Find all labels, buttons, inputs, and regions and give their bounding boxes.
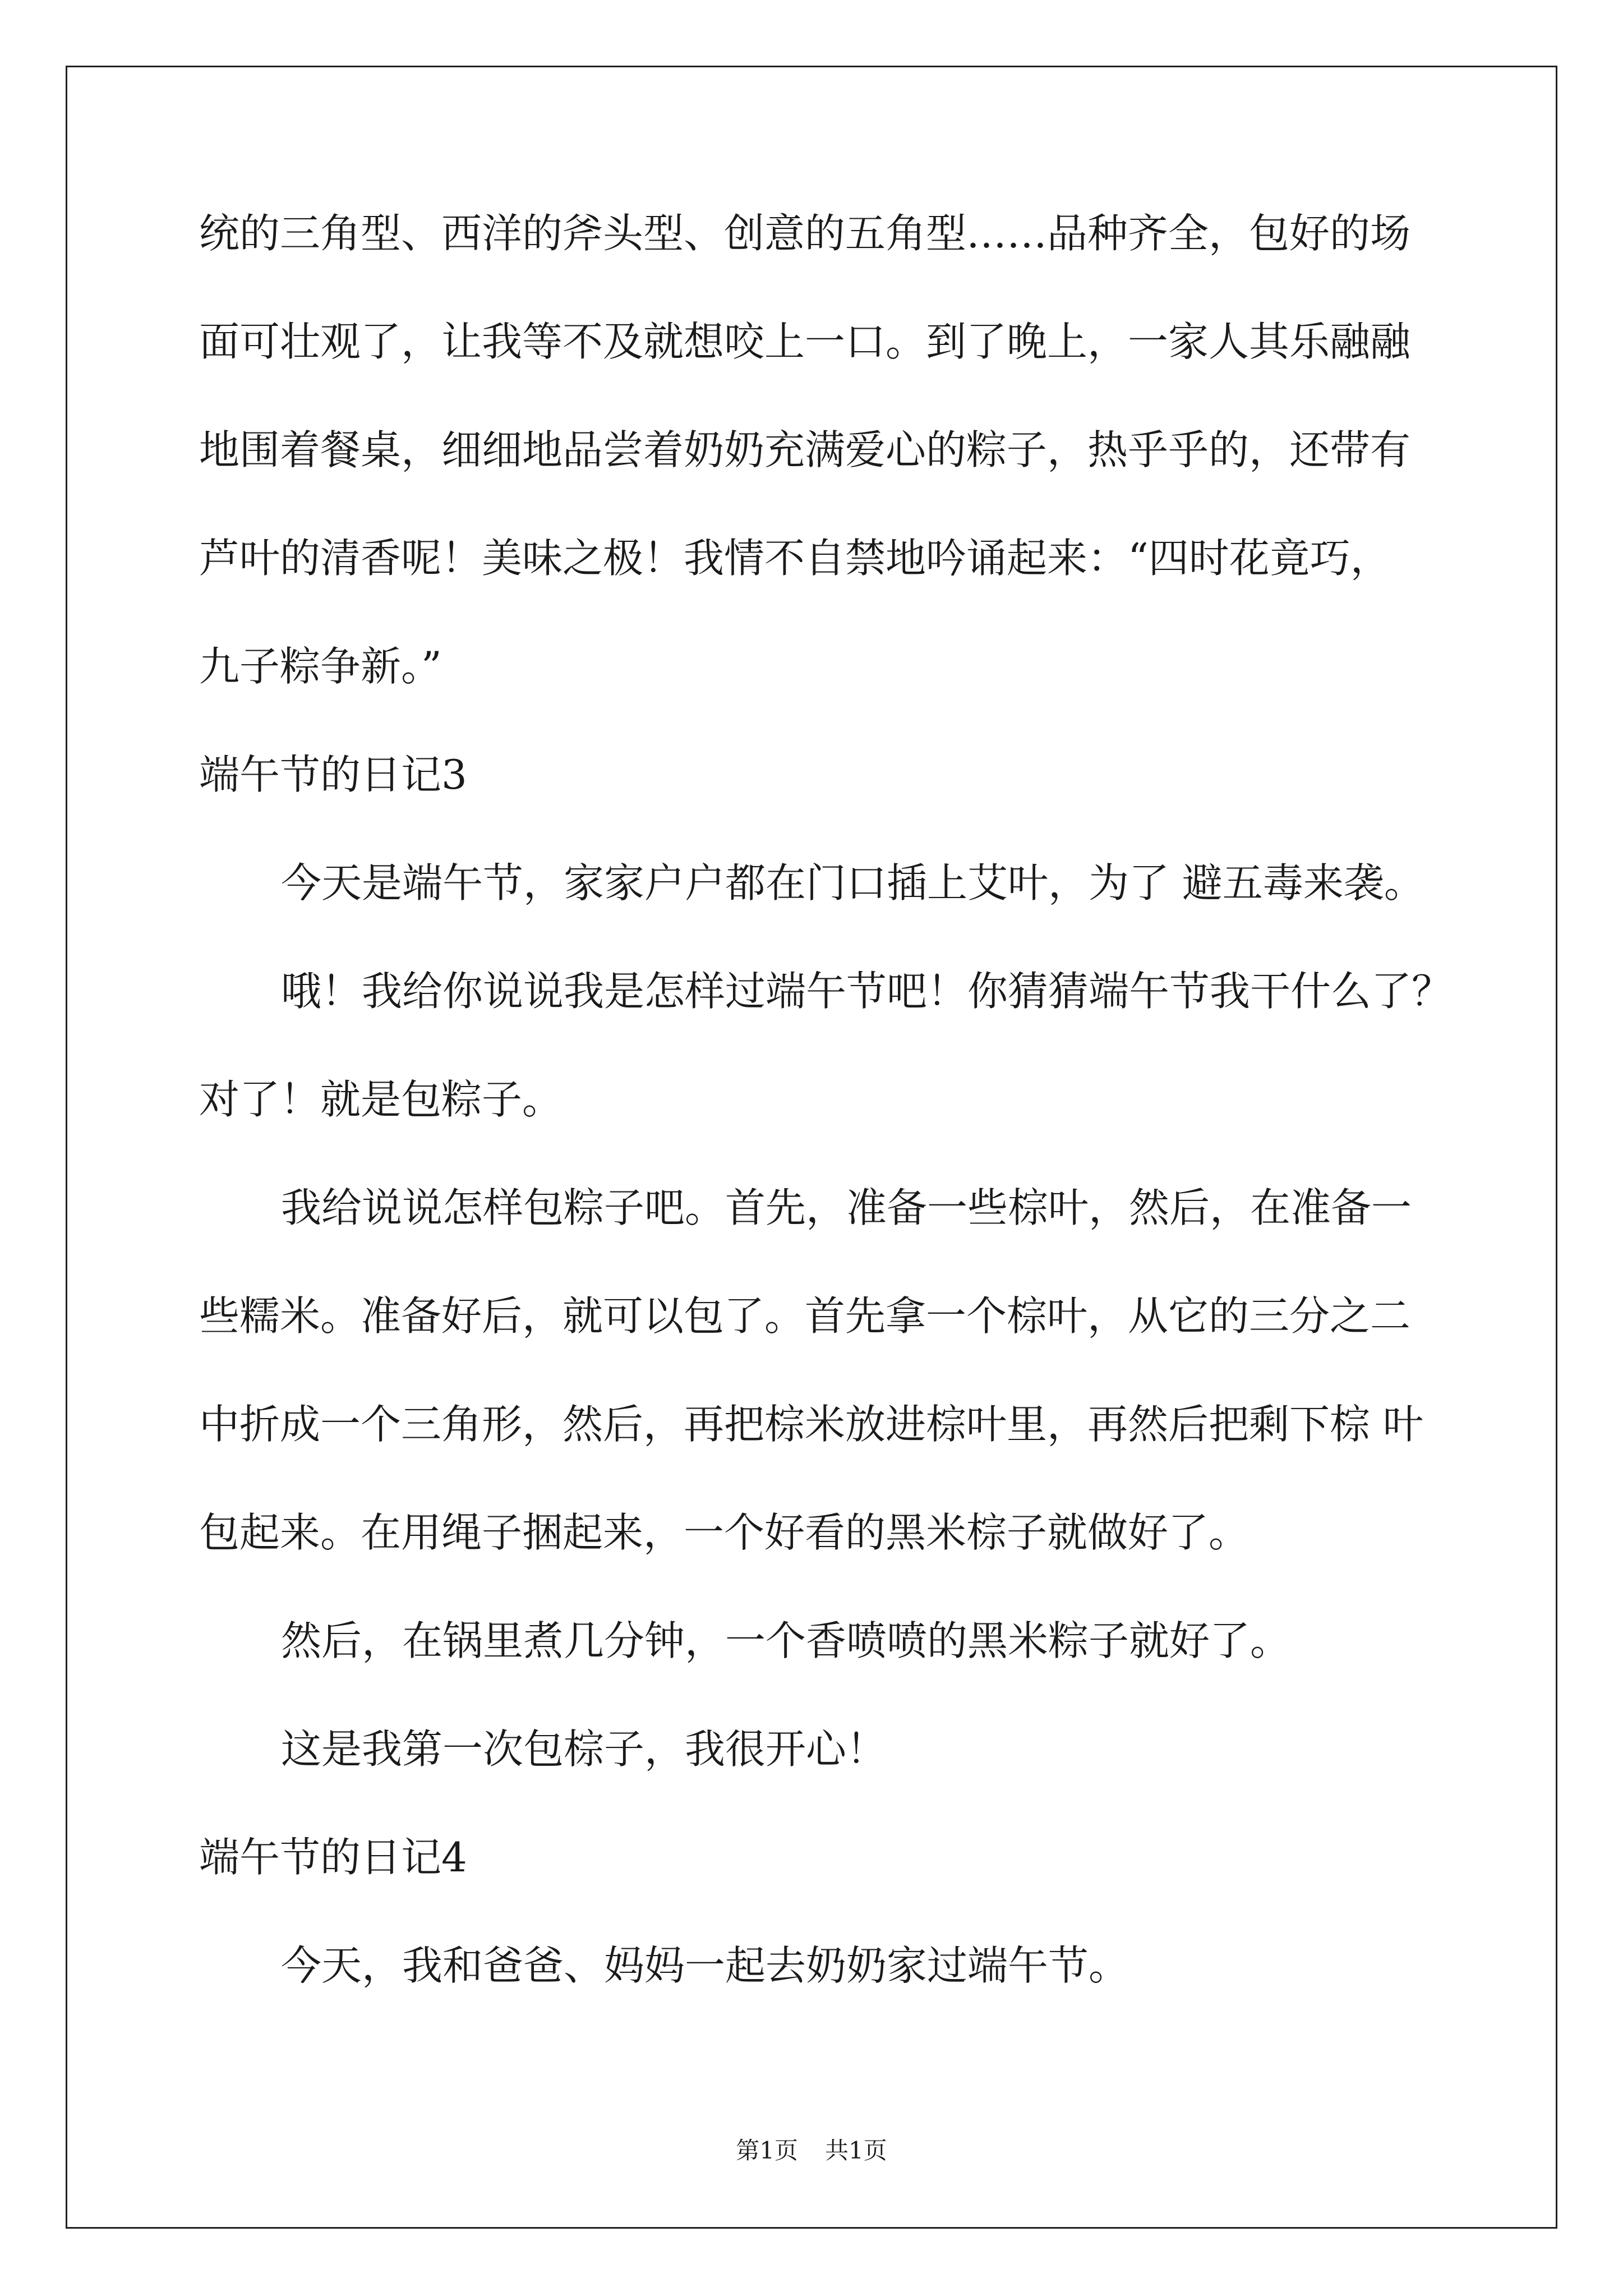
page-number-total: 共1页 <box>825 2137 887 2164</box>
paragraph-line: 哦！我给你说说我是怎样过端午节吧！你猜猜端午节我干什么了？ <box>281 968 1453 1015</box>
paragraph-line: 今天，我和爸爸、妈妈一起去奶奶家过端午节。 <box>281 1942 1129 1989</box>
paragraph-line: 芦叶的清香呢！美味之极！我情不自禁地吟诵起来：“四时花竟巧， <box>199 535 1391 582</box>
section-heading: 端午节的日记4 <box>199 1834 467 1881</box>
paragraph-line: 面可壮观了，让我等不及就想咬上一口。到了晚上，一家人其乐融融 <box>199 318 1411 365</box>
paragraph-line: 地围着餐桌，细细地品尝着奶奶充满爱心的粽子，热乎乎的，还带有 <box>199 426 1411 473</box>
page-footer <box>0 2135 1623 2166</box>
paragraph-line: 我给说说怎样包粽子吧。首先，准备一些棕叶，然后，在准备一 <box>281 1184 1412 1231</box>
section-heading: 端午节的日记3 <box>199 751 467 798</box>
page-border <box>66 66 1557 2229</box>
paragraph-line: 中折成一个三角形，然后，再把棕米放进棕叶里，再然后把剩下棕 叶 <box>199 1401 1423 1448</box>
paragraph-line: 九子粽争新。” <box>199 643 442 690</box>
paragraph-line: 对了！就是包粽子。 <box>199 1076 563 1123</box>
page-number-current: 第1页 <box>736 2137 798 2164</box>
paragraph-line: 今天是端午节，家家户户都在门口插上艾叶，为了 避五毒来袭。 <box>281 859 1424 907</box>
paragraph-line: 统的三角型、西洋的斧头型、创意的五角型……品种齐全，包好的场 <box>199 210 1411 257</box>
paragraph-line: 些糯米。准备好后，就可以包了。首先拿一个棕叶，从它的三分之二 <box>199 1292 1411 1340</box>
paragraph-line: 然后，在锅里煮几分钟，一个香喷喷的黑米粽子就好了。 <box>281 1617 1291 1664</box>
paragraph-line: 这是我第一次包棕子，我很开心！ <box>281 1726 887 1773</box>
paragraph-line: 包起来。在用绳子捆起来，一个好看的黑米棕子就做好了。 <box>199 1509 1249 1556</box>
